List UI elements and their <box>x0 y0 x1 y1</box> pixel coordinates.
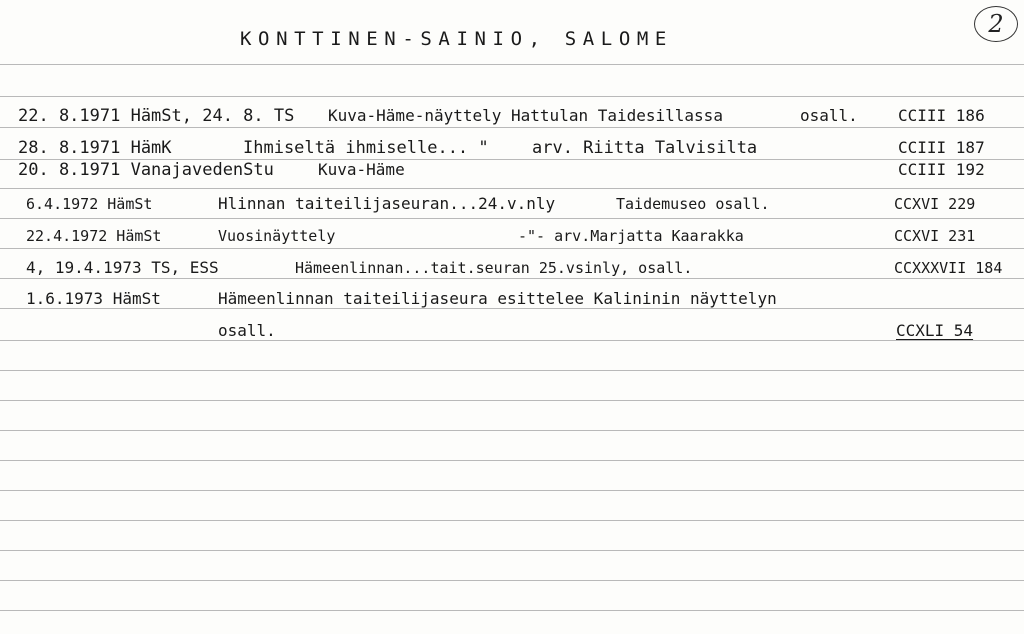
entry-date: 4, 19.4.1973 TS, ESS <box>26 258 219 277</box>
ruled-line <box>0 430 1024 431</box>
entry-note: Taidemuseo osall. <box>616 195 770 213</box>
ruled-line <box>0 580 1024 581</box>
entry-date: 20. 8.1971 VanajavedenStu <box>18 160 274 180</box>
ruled-line <box>0 550 1024 551</box>
ruled-line <box>0 127 1024 128</box>
entry-date: 28. 8.1971 HämK <box>18 138 172 158</box>
entry-text: Vuosinäyttely <box>218 227 336 245</box>
ruled-line <box>0 64 1024 65</box>
entry-ref: CCIII 187 <box>898 138 985 157</box>
entry-text: osall. <box>218 321 276 340</box>
ruled-line <box>0 248 1024 249</box>
ruled-line <box>0 218 1024 219</box>
ruled-line <box>0 370 1024 371</box>
entry-text: Hämeenlinnan taiteilijaseura esittelee Kalininin näyttelyn <box>218 289 777 308</box>
entry-date: 22. 8.1971 HämSt, 24. 8. TS <box>18 106 295 126</box>
ruled-line <box>0 520 1024 521</box>
entry-ref: CCXVI 229 <box>894 195 976 213</box>
entry-text: Ihmiseltä ihmiselle... " <box>243 138 489 158</box>
entry-text: Hlinnan taiteilijaseuran...24.v.nly <box>218 194 556 213</box>
entry-date: 1.6.1973 HämSt <box>26 289 161 308</box>
ruled-line <box>0 278 1024 279</box>
entry-ref: CCIII 192 <box>898 160 985 179</box>
card-title: KONTTINEN-SAINIO, SALOME <box>240 28 673 50</box>
entry-note: -"- arv.Marjatta Kaarakka <box>518 227 744 245</box>
entry-text: Hämeenlinnan...tait.seuran 25.vsinly, osall. <box>295 259 693 277</box>
ruled-line <box>0 460 1024 461</box>
entry-note: osall. <box>800 106 858 125</box>
entry-ref: CCXXXVII 184 <box>894 259 1003 277</box>
page-number-circle: 2 <box>974 6 1018 42</box>
entry-ref: CCIII 186 <box>898 106 985 125</box>
entry-ref: CCXLI 54 <box>896 321 974 340</box>
entry-note: arv. Riitta Talvisilta <box>532 138 758 158</box>
ruled-line <box>0 96 1024 97</box>
ruled-line <box>0 490 1024 491</box>
ruled-line <box>0 400 1024 401</box>
entry-ref: CCXVI 231 <box>894 227 976 245</box>
ruled-line <box>0 610 1024 611</box>
entry-text: Kuva-Häme-näyttely Hattulan Taidesillassa <box>328 106 723 125</box>
entry-date: 6.4.1972 HämSt <box>26 195 153 213</box>
ruled-line <box>0 340 1024 341</box>
entry-date: 22.4.1972 HämSt <box>26 227 162 245</box>
ruled-line <box>0 188 1024 189</box>
entry-text: Kuva-Häme <box>318 160 405 179</box>
